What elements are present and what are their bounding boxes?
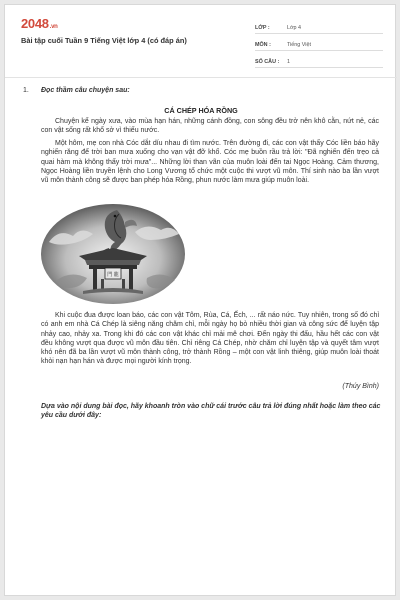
story-paragraph: Chuyện kể ngày xưa, vào mùa hạn hán, những cánh đồng, con sông đều trở nên khô cằn, nứt nẻ, các con vật sống rất khổ sở vì thiếu nước. xyxy=(41,118,379,135)
story-author: (Thúy Bình) xyxy=(342,383,379,390)
meta-label: SỐ CÂU : xyxy=(255,59,280,65)
question-number: 1. xyxy=(23,87,29,94)
question-prompt: Đọc thầm câu chuyện sau: xyxy=(41,87,130,94)
meta-row-question-count xyxy=(255,51,383,68)
logo-text: 2048 xyxy=(21,16,49,31)
meta-row-class xyxy=(255,17,383,34)
meta-row-subject xyxy=(255,34,383,51)
document-title: Bài tập cuối Tuần 9 Tiếng Việt lớp 4 (có đáp án) xyxy=(21,36,187,45)
story-paragraph: Khi cuộc đua được loan báo, các con vật Tôm, Rùa, Cá, Ếch, ... rất náo nức. Tuy nhiên, trong số đó chỉ có anh em nhà Cá Chép là siêng năng chăm chỉ, mỗi ngày họ bỏ nhiều thời gian và công sức để luyện tập nhảy cao, nhảy xa. Trong khi đó các con vật khác chỉ mải mê chơi. Đến ngày thi đấu, hầu hết các con vật đều không vượt qua được vũ môn đầu tiên. Chỉ riêng Cá Chép, nhờ chăm chỉ luyện tập và quyết tâm vượt khó nên đã ba lần vượt vũ môn thành công, trở thành Rồng – một con vật linh thiêng, giúp muôn loài thoát khỏi nạn hạn hán và được mọi người kính trọng. xyxy=(41,312,379,366)
site-logo[interactable] xyxy=(21,16,58,31)
page-header xyxy=(5,5,397,77)
meta-label: MÔN : xyxy=(255,42,271,48)
carp-dragon-illustration xyxy=(39,202,187,306)
gate-sign-text: 門 龍 xyxy=(107,272,119,278)
meta-value: 1 xyxy=(287,59,290,65)
meta-table xyxy=(255,17,383,68)
story-title: CÁ CHÉP HÓA RỒNG xyxy=(164,106,238,115)
question-instruction: Dựa vào nội dung bài đọc, hãy khoanh tròn vào chữ cái trước câu trả lời đúng nhất hoặc làm theo các yêu cầu dưới đây: xyxy=(41,403,381,420)
meta-value: Tiếng Việt xyxy=(287,42,311,48)
header-divider xyxy=(5,77,397,78)
worksheet-page xyxy=(4,4,396,596)
story-paragraph: Một hôm, mẹ con nhà Cóc dắt díu nhau đi tìm nước. Trên đường đi, các con vật thấy Cóc liền báo hãy nghiến răng để trời ban mưa xuống cho vạn vật đỡ khổ. Cóc mẹ buồn rầu trả lời: "Đã nghiến đến trẹo cả quai hàm mà không thấy trời mưa"... Những lời than vãn của muôn loài đến tai Ngọc Hoàng. Cảm thương, Ngọc Hoàng liền truyền lệnh cho Long Vương tổ chức một cuộc thi vượt vũ môn. Thí sinh nào ba lần vượt vũ môn thành công sẽ được ban phép hóa Rồng, phun nước làm mưa giúp muôn loài. xyxy=(41,140,379,185)
meta-value: Lớp 4 xyxy=(287,25,302,31)
meta-label: LỚP : xyxy=(255,25,270,31)
logo-suffix: .vn xyxy=(49,24,58,30)
